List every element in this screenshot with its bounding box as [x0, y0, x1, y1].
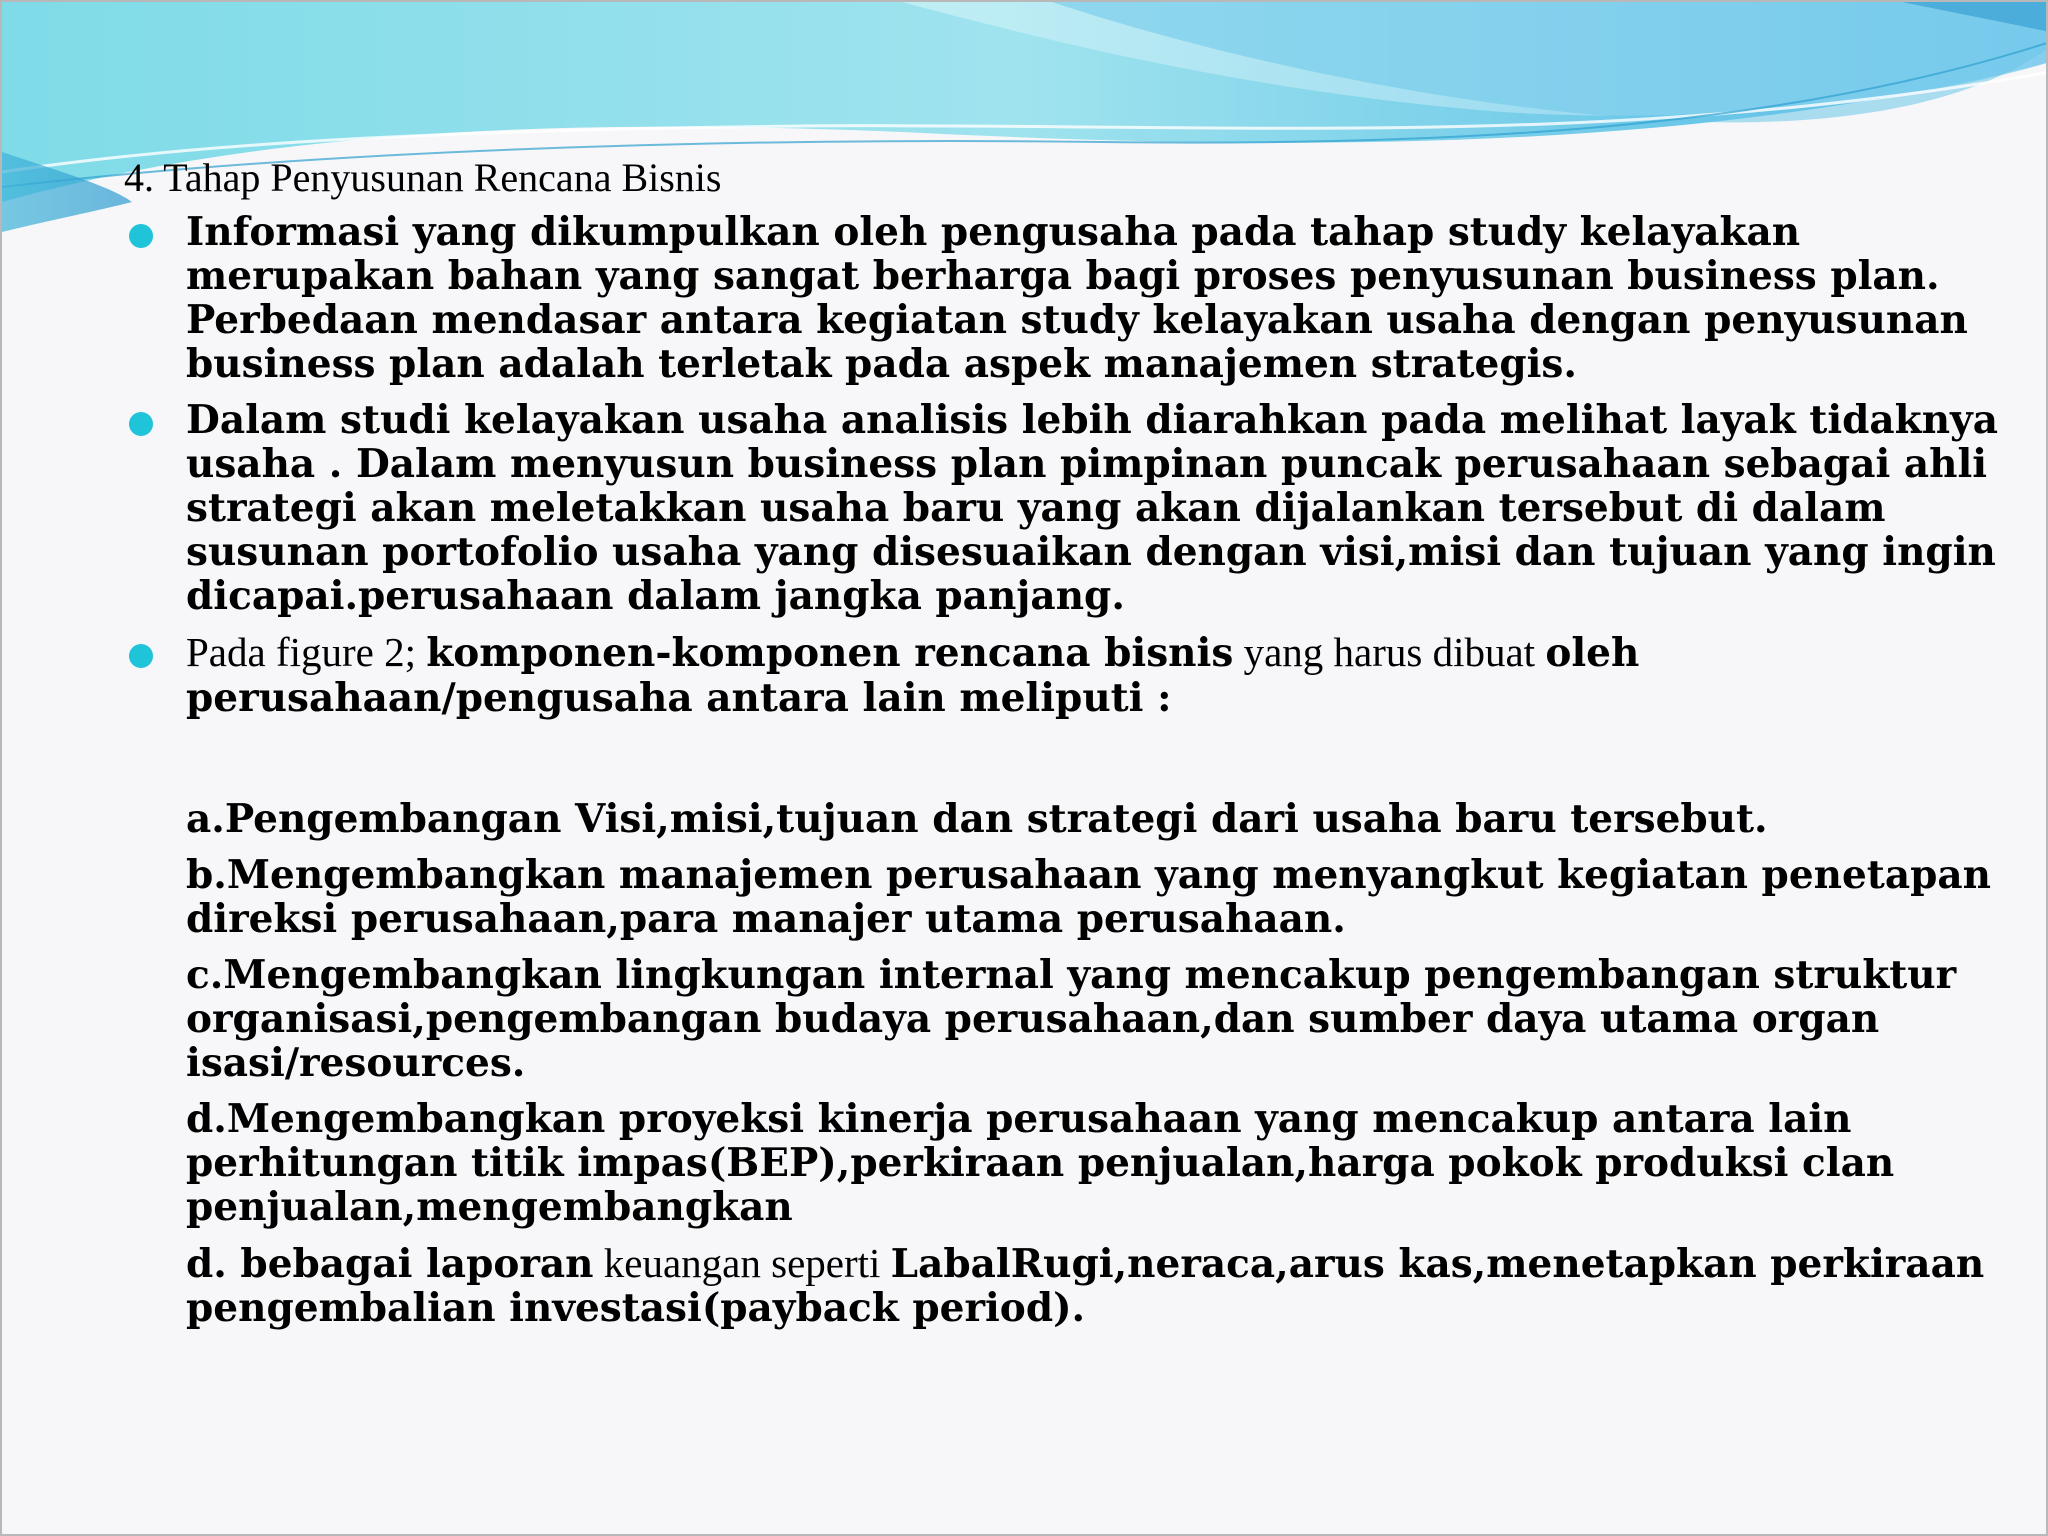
bullet-text: Informasi yang dikumpulkan oleh pengusaha pada tahap study kelayakan merupakan bahan yang sangat berharga bagi proses penyusunan business plan. Perbedaan mendasar antara kegiatan study kelayakan usaha dengan penyusunan business plan adalah terletak pada aspek manajemen strategis. [186, 209, 1968, 387]
slide-heading: 4. Tahap Penyusunan Rencana Bisnis [124, 155, 722, 200]
spacer [124, 733, 2004, 797]
bullet-item [124, 398, 2004, 618]
sub-item: b.Mengembangkan manajemen perusahaan yang menyangkut kegiatan penetapan direksi perusahaan,para manajer utama perusahaan. [186, 852, 1991, 942]
sub-item: d.Mengembangkan proyeksi kinerja perusahaan yang mencakup antara lain perhitungan titik impas(BEP),perkiraan penjualan,harga pokok produksi clan penjualan,mengembangkan [186, 1096, 1895, 1230]
bullet-text-normal: Pada figure 2; [186, 629, 427, 675]
sub-item: c.Mengembangkan lingkungan internal yang mencakup pengembangan struktur organisasi,pengembangan budaya perusahaan,dan sumber daya utama organ isasi/resources. [186, 952, 1957, 1086]
bullet-dot-icon [129, 224, 153, 248]
sub-item-last [124, 1241, 2004, 1330]
sub-item: a.Pengembangan Visi,misi,tujuan dan strategi dari usaha baru tersebut. [186, 796, 1768, 842]
sub-item-normal: keuangan seperti [593, 1240, 891, 1286]
bullet-text-normal: yang harus dibuat [1233, 629, 1546, 675]
bullet-list [124, 210, 2004, 721]
bullet-text: Dalam studi kelayakan usaha analisis lebih diarahkan pada melihat layak tidaknya usaha . Dalam menyusun business plan pimpinan puncak perusahaan sebagai ahli strategi akan meletakkan usaha baru yang akan dijalankan tersebut di dalam susunan portofolio usaha yang disesuaikan dengan visi,misi dan tujuan yang ingin dicapai.perusahaan dalam jangka panjang. [186, 397, 1998, 619]
bullet-dot-icon [129, 412, 153, 436]
sub-item-bold: LabalRugi,neraca,arus kas,menetapkan perkiraan pengembalian investasi(payback period). [186, 1241, 1985, 1331]
bullet-text-bold: oleh perusahaan/pengusaha antara lain meliputi : [186, 630, 1640, 721]
bullet-item [124, 210, 2004, 386]
sub-item-bold: d. bebagai laporan [186, 1241, 594, 1287]
bullet-dot-icon [129, 644, 153, 668]
bullet-text-bold: komponen-komponen rencana bisnis [426, 630, 1234, 676]
bullet-item [124, 630, 2004, 721]
slide-content [124, 152, 2004, 1342]
